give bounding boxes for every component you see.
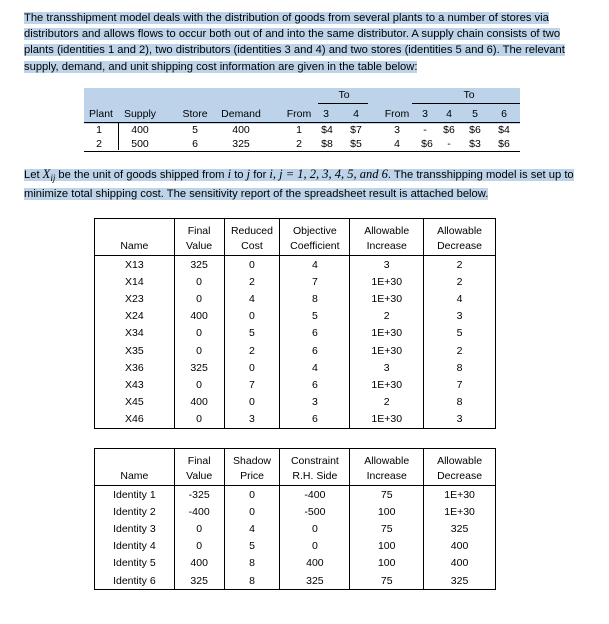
model-description-text: Let $X_{ij}$ be the unit of goods shipped from i to j for i, j = 1, 2, 3, 4, 5, and 6. The transshipping model is set up to minimize total shipping cost. The sensitivity report of the spreadsheet result is attached below. bbox=[24, 167, 574, 201]
model-description-paragraph bbox=[24, 166, 584, 203]
constraint-cell: Value bbox=[174, 467, 224, 486]
variable-cell: 0 bbox=[224, 394, 280, 411]
cost2-col-3: 3 bbox=[422, 108, 428, 120]
cost1-2-3: $8 bbox=[321, 138, 333, 150]
variable-cell: 3 bbox=[350, 359, 424, 376]
constraint-header-row-2 bbox=[95, 467, 496, 486]
variable-cell: 2 bbox=[424, 342, 496, 359]
variable-cell: 3 bbox=[350, 256, 424, 274]
variable-row bbox=[95, 325, 496, 342]
variable-cell: 400 bbox=[174, 394, 224, 411]
variable-cell: X13 bbox=[95, 256, 175, 274]
variable-cell: 2 bbox=[424, 256, 496, 274]
variable-cell: 0 bbox=[174, 290, 224, 307]
constraint-cell: Price bbox=[224, 467, 280, 486]
cost2-3-5: $6 bbox=[469, 124, 481, 136]
plant-1-id: 1 bbox=[96, 124, 102, 136]
variable-cell: 0 bbox=[174, 273, 224, 290]
variable-cell: 8 bbox=[424, 394, 496, 411]
variable-row bbox=[95, 308, 496, 325]
constraint-row bbox=[95, 503, 496, 520]
supply-header: Supply bbox=[123, 108, 157, 120]
variable-cell: 6 bbox=[280, 376, 350, 393]
constraint-cell: 0 bbox=[174, 538, 224, 555]
constraint-cell: 1E+30 bbox=[424, 503, 496, 520]
demand-header: Demand bbox=[221, 108, 261, 120]
plant-2-id: 2 bbox=[96, 138, 102, 150]
constraint-cell: 8 bbox=[224, 555, 280, 572]
constraint-cell: 75 bbox=[350, 572, 424, 590]
constraint-cell: 400 bbox=[424, 538, 496, 555]
constraint-cell: 0 bbox=[224, 486, 280, 504]
variable-cell: 1E+30 bbox=[350, 376, 424, 393]
variable-cell: 3 bbox=[224, 411, 280, 429]
variable-cell: 400 bbox=[174, 308, 224, 325]
variable-cell: 0 bbox=[174, 342, 224, 359]
cost2-4-4: - bbox=[447, 138, 451, 150]
variable-cell: Allowable bbox=[350, 219, 424, 238]
constraint-cell: 0 bbox=[280, 538, 350, 555]
constraint-cell: 8 bbox=[224, 572, 280, 590]
from-header-1: From bbox=[286, 108, 312, 120]
cost2-3-6: $4 bbox=[498, 124, 510, 136]
constraint-row bbox=[95, 520, 496, 537]
variable-cell: 6 bbox=[280, 411, 350, 429]
variable-cell: 5 bbox=[224, 325, 280, 342]
constraint-cell: Identity 2 bbox=[95, 503, 175, 520]
variable-cell: Objective bbox=[280, 219, 350, 238]
cost2-3-4: $6 bbox=[443, 124, 455, 136]
constraint-cell: 75 bbox=[350, 486, 424, 504]
variable-cell: 4 bbox=[424, 290, 496, 307]
variable-cell: X14 bbox=[95, 273, 175, 290]
constraint-cell: 0 bbox=[280, 520, 350, 537]
variable-cell: 1E+30 bbox=[350, 273, 424, 290]
constraint-cell: Identity 6 bbox=[95, 572, 175, 590]
constraint-cell: Identity 3 bbox=[95, 520, 175, 537]
variable-cell: X46 bbox=[95, 411, 175, 429]
cost2-col-6: 6 bbox=[501, 108, 507, 120]
variable-cell: 6 bbox=[280, 342, 350, 359]
constraint-row bbox=[95, 486, 496, 504]
constraint-cell: Decrease bbox=[424, 467, 496, 486]
variable-row bbox=[95, 394, 496, 411]
variable-cell: 1E+30 bbox=[350, 325, 424, 342]
variable-cells-table bbox=[94, 218, 496, 429]
cost1-from-1: 1 bbox=[296, 124, 302, 136]
variable-row bbox=[95, 290, 496, 307]
variable-cell: Name bbox=[95, 237, 175, 256]
store-5-id: 5 bbox=[192, 124, 198, 136]
variable-cell: 2 bbox=[224, 342, 280, 359]
constraint-cell: 0 bbox=[174, 520, 224, 537]
constraints-table bbox=[94, 448, 496, 590]
constraint-cell: 0 bbox=[224, 503, 280, 520]
variable-cell: Cost bbox=[224, 237, 280, 256]
constraint-header-row-1 bbox=[95, 449, 496, 468]
variable-cell: Coefficient bbox=[280, 237, 350, 256]
cost2-from-4: 4 bbox=[394, 138, 400, 150]
store-6-demand: 325 bbox=[232, 138, 250, 150]
variable-cell: X43 bbox=[95, 376, 175, 393]
constraint-cell: -325 bbox=[174, 486, 224, 504]
variable-cell: 3 bbox=[424, 411, 496, 429]
plant-header: Plant bbox=[89, 108, 113, 120]
supply-demand-cost-table bbox=[84, 88, 520, 150]
variable-cell: 7 bbox=[280, 273, 350, 290]
constraint-cell: 5 bbox=[224, 538, 280, 555]
constraint-row bbox=[95, 555, 496, 572]
constraint-cell: 100 bbox=[350, 555, 424, 572]
constraint-cell: Identity 5 bbox=[95, 555, 175, 572]
from-header-2: From bbox=[384, 108, 410, 120]
variable-row bbox=[95, 256, 496, 274]
constraint-cell: Allowable bbox=[424, 449, 496, 468]
to-label-1: To bbox=[338, 89, 350, 101]
intro-text: The transshipment model deals with the distribution of goods from several plants to a number of stores via distributors and allows flows to occur both out of and into the same distributor. A supply chain consists of two plants (identities 1 and 2), two distributors (identities 3 and 4) and two stores (identities 5 and 6). The relevant supply, demand, and unit shipping cost information are given in the table below: bbox=[24, 12, 565, 73]
variable-cell: 5 bbox=[280, 308, 350, 325]
plant-2-supply: 500 bbox=[131, 138, 149, 150]
variable-cell: 1E+30 bbox=[350, 290, 424, 307]
variable-cell: Reduced bbox=[224, 219, 280, 238]
constraint-cell: Allowable bbox=[350, 449, 424, 468]
variable-cell: 6 bbox=[280, 325, 350, 342]
constraint-cell: 1E+30 bbox=[424, 486, 496, 504]
variable-cell: 4 bbox=[280, 256, 350, 274]
variable-cell: 2 bbox=[350, 394, 424, 411]
variable-cell: X23 bbox=[95, 290, 175, 307]
store-6-id: 6 bbox=[192, 138, 198, 150]
cost2-4-5: $3 bbox=[469, 138, 481, 150]
variable-cell: 3 bbox=[280, 394, 350, 411]
variable-cell: 0 bbox=[174, 325, 224, 342]
variable-cell: Allowable bbox=[424, 219, 496, 238]
variable-cell: 0 bbox=[224, 359, 280, 376]
variable-cell: 325 bbox=[174, 359, 224, 376]
variable-cell: X24 bbox=[95, 308, 175, 325]
variable-cell: 2 bbox=[224, 273, 280, 290]
variable-cell: 0 bbox=[224, 308, 280, 325]
constraint-cell: 4 bbox=[224, 520, 280, 537]
cost1-col-4: 4 bbox=[353, 108, 359, 120]
variable-cell: X35 bbox=[95, 342, 175, 359]
variable-cell: X36 bbox=[95, 359, 175, 376]
variable-cell: 7 bbox=[224, 376, 280, 393]
constraint-cell: Identity 1 bbox=[95, 486, 175, 504]
variable-cell: 0 bbox=[174, 376, 224, 393]
constraint-cell: Identity 4 bbox=[95, 538, 175, 555]
cost2-4-3: $6 bbox=[421, 138, 433, 150]
variable-header-row-2 bbox=[95, 237, 496, 256]
constraint-cell: -400 bbox=[280, 486, 350, 504]
constraint-cell: Final bbox=[174, 449, 224, 468]
store-5-demand: 400 bbox=[232, 124, 250, 136]
variable-cell: 4 bbox=[280, 359, 350, 376]
constraint-cell: 100 bbox=[350, 538, 424, 555]
constraint-cell: Constraint bbox=[280, 449, 350, 468]
constraint-cell: 325 bbox=[424, 572, 496, 590]
cost1-col-3: 3 bbox=[323, 108, 329, 120]
constraint-cell: 400 bbox=[424, 555, 496, 572]
plant-1-supply: 400 bbox=[131, 124, 149, 136]
variable-row bbox=[95, 376, 496, 393]
constraint-row bbox=[95, 572, 496, 590]
variable-cell: 0 bbox=[224, 256, 280, 274]
variable-row bbox=[95, 411, 496, 429]
cost1-from-2: 2 bbox=[296, 138, 302, 150]
constraint-cell: -400 bbox=[174, 503, 224, 520]
cost2-from-3: 3 bbox=[394, 124, 400, 136]
variable-cell: X34 bbox=[95, 325, 175, 342]
constraint-cell: R.H. Side bbox=[280, 467, 350, 486]
variable-cell: Decrease bbox=[424, 237, 496, 256]
variable-cell: 0 bbox=[174, 411, 224, 429]
cost2-col-5: 5 bbox=[472, 108, 478, 120]
constraint-cell: 325 bbox=[280, 572, 350, 590]
variable-cell: X45 bbox=[95, 394, 175, 411]
cost1-1-4: $7 bbox=[350, 124, 362, 136]
variable-cell: Value bbox=[174, 237, 224, 256]
variable-cell: 5 bbox=[424, 325, 496, 342]
constraint-cell: 100 bbox=[350, 503, 424, 520]
constraint-cell: 400 bbox=[174, 555, 224, 572]
variable-cell: 325 bbox=[174, 256, 224, 274]
cost2-4-6: $6 bbox=[498, 138, 510, 150]
cost2-col-4: 4 bbox=[446, 108, 452, 120]
variable-cell bbox=[95, 219, 175, 238]
cost2-3-3: - bbox=[423, 124, 427, 136]
intro-paragraph bbox=[24, 10, 584, 75]
variable-header-row-1 bbox=[95, 219, 496, 238]
constraint-cell: 325 bbox=[174, 572, 224, 590]
constraint-cell: 400 bbox=[280, 555, 350, 572]
constraint-cell: -500 bbox=[280, 503, 350, 520]
variable-row bbox=[95, 359, 496, 376]
variable-cell: Final bbox=[174, 219, 224, 238]
variable-cell: 1E+30 bbox=[350, 342, 424, 359]
variable-cell: 8 bbox=[424, 359, 496, 376]
constraint-cell: 75 bbox=[350, 520, 424, 537]
cost1-2-4: $5 bbox=[350, 138, 362, 150]
constraint-cell: 325 bbox=[424, 520, 496, 537]
variable-cell: 2 bbox=[424, 273, 496, 290]
variable-row bbox=[95, 273, 496, 290]
variable-row bbox=[95, 342, 496, 359]
variable-cell: 8 bbox=[280, 290, 350, 307]
variable-cell: Increase bbox=[350, 237, 424, 256]
variable-cell: 3 bbox=[424, 308, 496, 325]
variable-cell: 2 bbox=[350, 308, 424, 325]
constraint-cell: Shadow bbox=[224, 449, 280, 468]
cost1-1-3: $4 bbox=[321, 124, 333, 136]
constraint-cell: Name bbox=[95, 467, 175, 486]
store-header: Store bbox=[182, 108, 208, 120]
variable-cell: 1E+30 bbox=[350, 411, 424, 429]
variable-cell: 4 bbox=[224, 290, 280, 307]
constraint-row bbox=[95, 538, 496, 555]
to-label-2: To bbox=[463, 89, 475, 101]
constraint-cell: Increase bbox=[350, 467, 424, 486]
variable-cell: 7 bbox=[424, 376, 496, 393]
constraint-cell bbox=[95, 449, 175, 468]
